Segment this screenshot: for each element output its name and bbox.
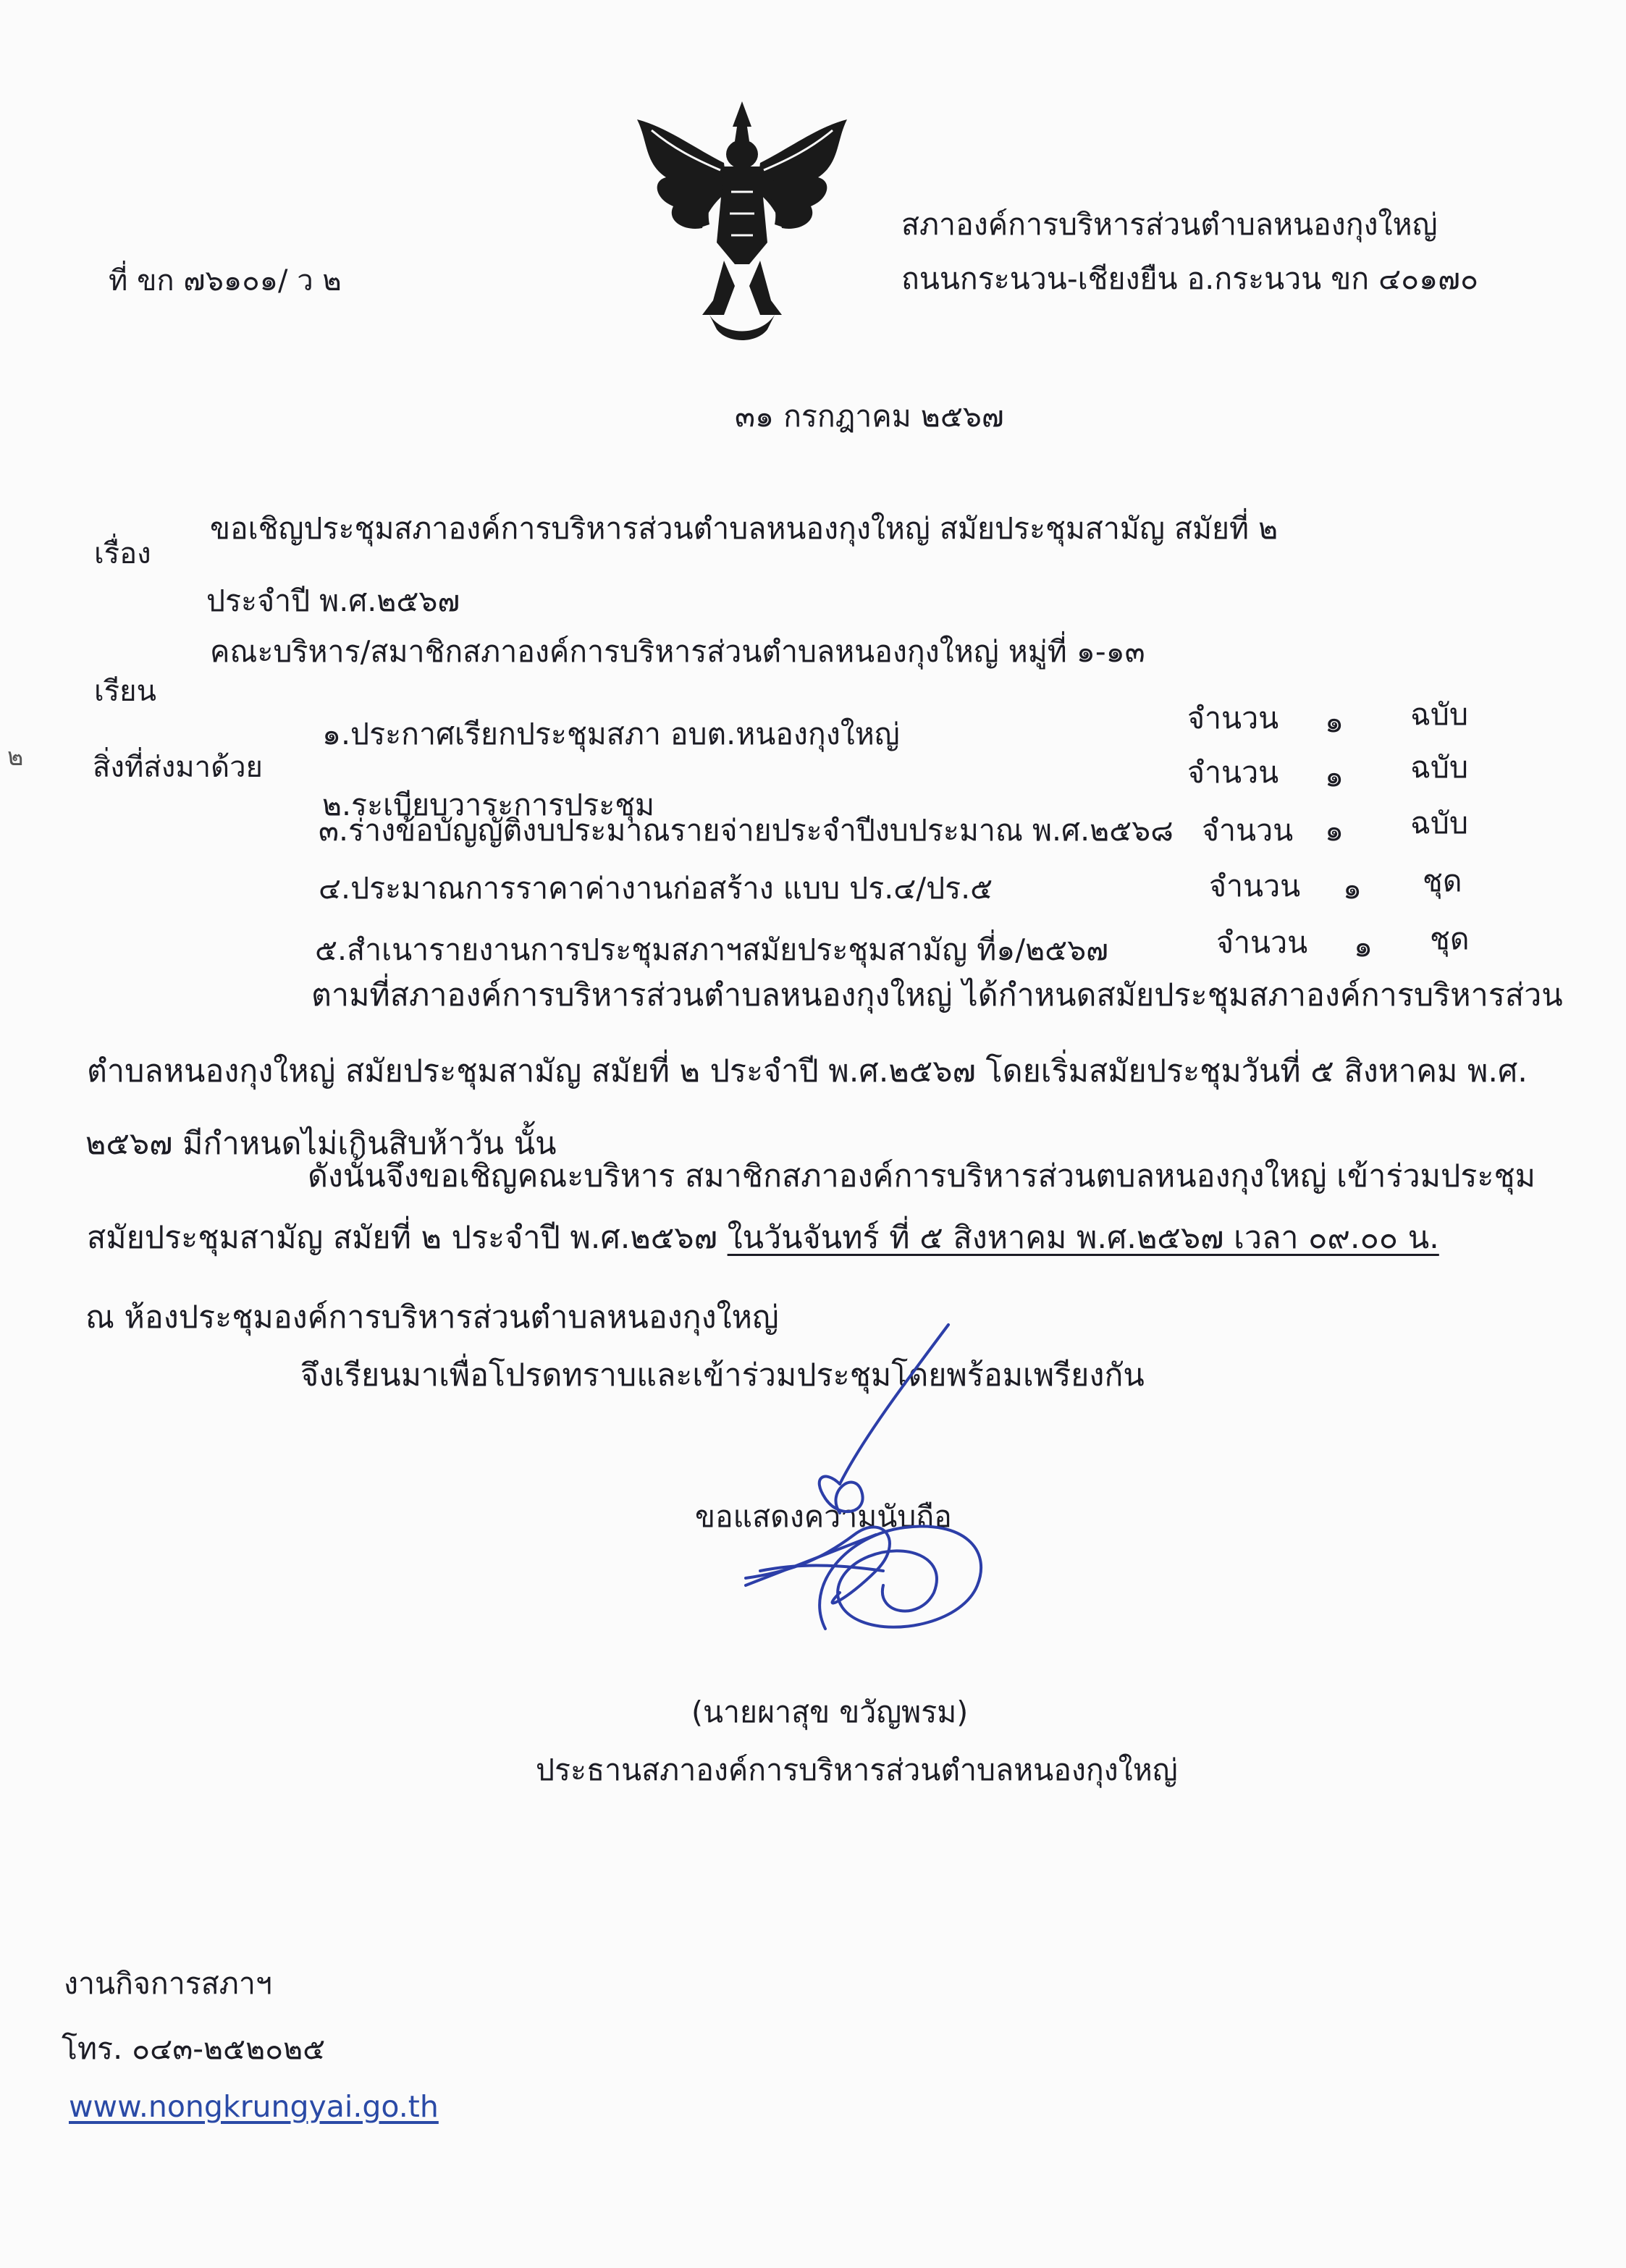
footer-phone: โทร. ๐๔๓-๒๕๒๐๒๕ (62, 2031, 326, 2066)
attachment-qty: ๑ (1325, 813, 1344, 848)
attachment-unit: ชุด (1430, 922, 1470, 956)
attachment-unit: ชุด (1423, 864, 1462, 898)
attachment-qty: ๑ (1343, 871, 1362, 906)
garuda-emblem-icon (623, 98, 862, 347)
attachment-unit: ฉบับ (1410, 750, 1468, 785)
margin-mark: ๒ (7, 743, 24, 772)
body-paragraph-2-line-2 (87, 1213, 1439, 1262)
organization-address: ถนนกระนวน-เชียงยืน อ.กระนวน ขก ๔๐๑๗๐ (901, 261, 1479, 296)
attachment-qty: ๑ (1354, 929, 1373, 964)
closing-sentence: จึงเรียนมาเพื่อโปรดทราบและเข้าร่วมประชุมโดยพร้อมเพรียงกัน (300, 1357, 1145, 1394)
attachment-qty-label: จำนวน (1216, 925, 1308, 960)
attachments-label: สิ่งที่ส่งมาด้วย (93, 751, 263, 784)
meeting-date-time: ในวันจันทร์ ที่ ๕ สิงหาคม พ.ศ.๒๕๖๗ เวลา ๐๙.๐๐ น. (727, 1220, 1439, 1256)
body-paragraph-1-line-3: ๒๕๖๗ มีกำหนดไม่เกินสิบห้าวัน นั้น (85, 1126, 557, 1162)
attachment-qty: ๑ (1325, 704, 1344, 739)
subject-line-1: ขอเชิญประชุมสภาองค์การบริหารส่วนตำบลหนองกุงใหญ่ สมัยประชุมสามัญ สมัยที่ ๒ (210, 511, 1279, 546)
document-date: ๓๑ กรกฎาคม ๒๕๖๗ (735, 399, 1004, 434)
subject-label: เรื่อง (94, 537, 151, 570)
body-paragraph-1-line-2: ตำบลหนองกุงใหญ่ สมัยประชุมสามัญ สมัยที่ ๒ ประจำปี พ.ศ.๒๕๖๗ โดยเริ่มสมัยประชุมวันที่ ๕ สิงหาคม พ.ศ. (87, 1053, 1528, 1089)
attachment-item-3: ๓.ร่างข้อบัญญัติงบประมาณรายจ่ายประจำปีงบประมาณ พ.ศ.๒๕๖๘ (319, 813, 1174, 848)
attachment-unit: ฉบับ (1410, 697, 1468, 732)
attachment-qty-label: จำนวน (1187, 755, 1279, 790)
attachment-qty-label: จำนวน (1209, 869, 1301, 903)
attachment-item-1: ๑.ประกาศเรียกประชุมสภา อบต.หนองกุงใหญ่ (322, 717, 900, 751)
attachment-item-5: ๕.สำเนารายงานการประชุมสภาฯสมัยประชุมสามัญ ที่๑/๒๕๖๗ (315, 932, 1109, 967)
footer-department: งานกิจการสภาฯ (64, 1966, 272, 2001)
attachment-item-4: ๔.ประมาณการราคาค่างานก่อสร้าง แบบ ปร.๔/ปร.๕ (319, 871, 993, 906)
recipient-label: เรียน (94, 675, 156, 708)
regards-text: ขอแสดงความนับถือ (695, 1499, 952, 1534)
body-paragraph-2-line-3: ณ ห้องประชุมองค์การบริหารส่วนตำบลหนองกุงใหญ่ (85, 1299, 779, 1336)
body-paragraph-1-line-1: ตามที่สภาองค์การบริหารส่วนตำบลหนองกุงใหญ่ ได้กำหนดสมัยประชุมสภาองค์การบริหารส่วน (311, 977, 1563, 1013)
meeting-session-text: สมัยประชุมสามัญ สมัยที่ ๒ ประจำปี พ.ศ.๒๕๖๗ (87, 1220, 717, 1256)
subject-line-2: ประจำปี พ.ศ.๒๕๖๗ (206, 583, 460, 618)
signature-mark (717, 1296, 1028, 1730)
attachment-qty: ๑ (1325, 759, 1344, 793)
signatory-name: (นายผาสุข ขวัญพรม) (691, 1695, 969, 1729)
attachment-qty-label: จำนวน (1187, 701, 1279, 735)
recipient-text: คณะบริหาร/สมาชิกสภาองค์การบริหารส่วนตำบลหนองกุงใหญ่ หมู่ที่ ๑-๑๓ (210, 634, 1145, 669)
organization-name: สภาองค์การบริหารส่วนตำบลหนองกุงใหญ่ (901, 207, 1438, 242)
reference-number: ที่ ขก ๗๖๑๐๑/ ว ๒ (109, 264, 342, 298)
signatory-position: ประธานสภาองค์การบริหารส่วนตำบลหนองกุงใหญ่ (536, 1753, 1178, 1787)
attachment-unit: ฉบับ (1410, 806, 1468, 840)
attachment-item-2: ๒.ระเบียบวาระการประชุม (322, 788, 655, 822)
footer-website-link[interactable]: www.nongkrungyai.go.th (69, 2089, 439, 2124)
attachment-qty-label: จำนวน (1202, 813, 1294, 848)
body-paragraph-2-line-1: ดังนั้นจึงขอเชิญคณะบริหาร สมาชิกสภาองค์การบริหารส่วนตบลหนองกุงใหญ่ เข้าร่วมประชุม (308, 1158, 1536, 1194)
